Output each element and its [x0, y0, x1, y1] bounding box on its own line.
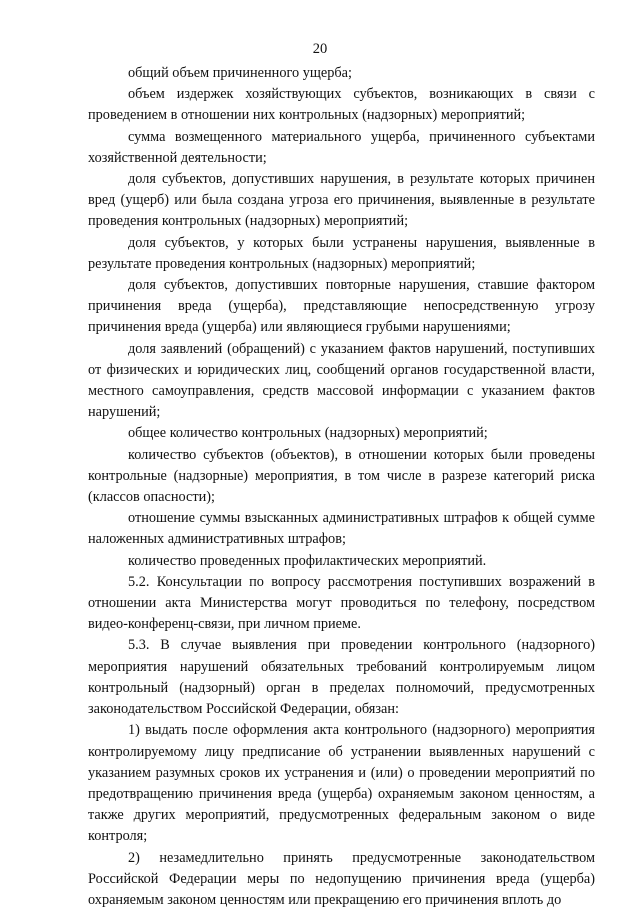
paragraph: 5.2. Консультации по вопросу рассмотрения поступивших возражений в отношении акта Министерства могут проводиться по телефону, посредством видео-конференц-связи, при личном приеме.: [88, 573, 595, 633]
paragraph: доля субъектов, у которых были устранены нарушения, выявленные в результате проведения контрольных (надзорных) мероприятий;: [88, 234, 595, 272]
paragraph: доля заявлений (обращений) с указанием фактов нарушений, поступивших от физических и юридических лиц, сообщений органов государственной власти, местного самоуправления, средств массовой информации с указанием фактов нарушений;: [88, 340, 595, 421]
paragraph: 2) незамедлительно принять предусмотренные законодательством Российской Федерации меры по недопущению причинения вреда (ущерба) охраняемым законом ценностям или прекращению его причинения вплоть до: [88, 849, 595, 908]
paragraph: 1) выдать после оформления акта контрольного (надзорного) мероприятия контролируемому лицу предписание об устранении выявленных нарушений с указанием разумных сроков их устранения и (или) о проведении мероприятий по предотвращению причинения вреда (ущерба) охраняемым законом ценностям, а также других мероприятий, предусмотренных федеральным законом о виде контроля;: [88, 722, 595, 845]
paragraph: общее количество контрольных (надзорных) мероприятий;: [128, 425, 488, 442]
paragraph: общий объем причиненного ущерба;: [128, 65, 352, 81]
paragraph: объем издержек хозяйствующих субъектов, возникающих в связи с проведением в отношении них контрольных (надзорных) мероприятий;: [88, 86, 595, 124]
page-number: 20: [312, 41, 328, 57]
paragraph: сумма возмещенного материального ущерба, причиненного субъектами хозяйственной деятельности;: [88, 128, 595, 166]
paragraph: 5.3. В случае выявления при проведении контрольного (надзорного) мероприятия нарушений обязательных требований контролируемым лицом контрольный (надзорный) орган в пределах полномочий, предусмотренных законодательством Российской Федерации, обязан:: [88, 637, 595, 718]
paragraph: количество субъектов (объектов), в отношении которых были проведены контрольные (надзорные) мероприятия, в том числе в разрезе категорий риска (классов опасности);: [88, 446, 595, 506]
document-body: [88, 63, 595, 911]
paragraph: количество проведенных профилактических мероприятий.: [128, 552, 487, 569]
paragraph: доля субъектов, допустивших нарушения, в результате которых причинен вред (ущерб) или была создана угроза его причинения, выявленные в результате проведения контрольных (надзорных) мероприятий;: [88, 171, 595, 230]
paragraph: отношение суммы взысканных административных штрафов к общей сумме наложенных административных штрафов;: [88, 510, 595, 548]
paragraph: доля субъектов, допустивших повторные нарушения, ставшие фактором причинения вреда (ущерба), представляющие непосредственную угрозу причинения вреда (ущерба) или являющиеся грубыми нарушениями;: [88, 277, 595, 336]
